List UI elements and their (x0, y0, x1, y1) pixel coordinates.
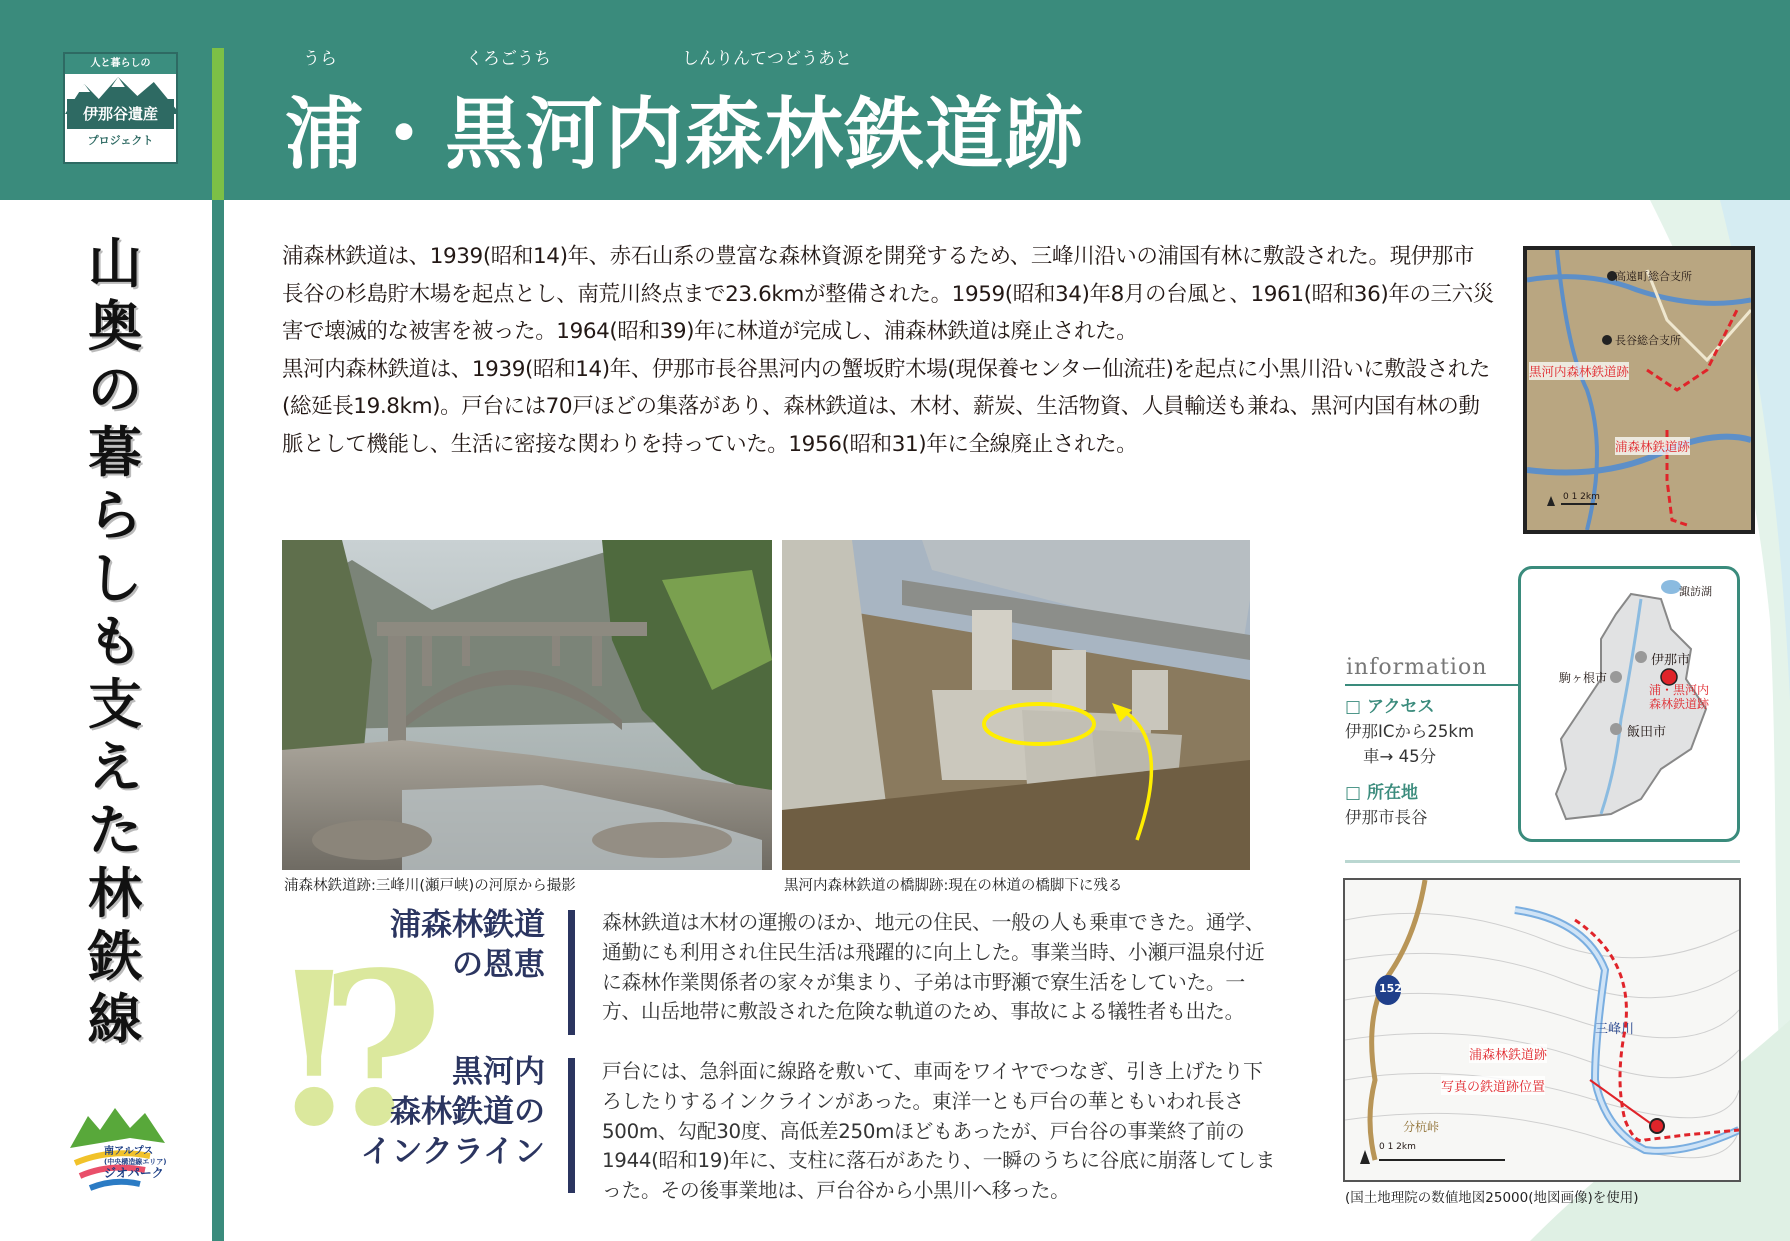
region-map-box (1518, 566, 1740, 842)
block2-title-line1: 黒河内 (452, 1054, 545, 1090)
map-label-suwa: 諏訪湖 (1679, 585, 1712, 598)
site-label-line1: 浦・黒河内 (1649, 683, 1710, 697)
map-top-scale: 0 1 2km (1563, 492, 1600, 502)
block2-title-line3: インクライン (360, 1134, 545, 1170)
vertical-subtitle: 山奥の暮らしも支えた林鉄線 (88, 231, 142, 1051)
contour-map (1345, 880, 1739, 1180)
photo-caption-ura: 浦森林鉄道跡:三峰川(瀬戸峡)の河原から撮影 (284, 878, 576, 894)
separator-line (1345, 860, 1740, 863)
furigana-shinrin: しんりんてつどうあと (682, 49, 852, 69)
block2-text: 戸台には、急斜面に線路を敷いて、車両をワイヤでつなぎ、引き上げたり下ろしたりするインクラインがあった。東洋一とも戸台の華ともいわれ長さ500m、勾配30度、高低差250mほどもあったが、戸台谷の事業終了前の1944(昭和19)年に、支柱に落石があたり、一瞬のうちに谷底に崩落してしまった。その後事業地は、戸台谷から小黒川へ移った。 (602, 1060, 1275, 1203)
geopark-logo (70, 1108, 190, 1203)
title-furigana (0, 44, 1000, 74)
information-title: information (1346, 655, 1488, 680)
map-label-hase: 長谷総合支所 (1615, 334, 1681, 347)
map-railway-position (1343, 878, 1741, 1182)
access-heading: □ アクセス (1345, 697, 1435, 717)
site-label-line2: 森林鉄道跡 (1649, 697, 1710, 711)
intro-paragraph-ura: 浦森林鉄道は、1939(昭和14)年、赤石山系の豊富な森林資源を開発するため、三峰川沿いの浦国有林に敷設された。現伊那市長谷の杉島貯木場を起点とし、南荒川終点まで23.6kmが整備された。1959(昭和34)年8月の台風と、1961(昭和36)年の三六災害で壊滅的な被害を被った。1964(昭和39)年に林道が完成し、浦森林鉄道は廃止された。 (282, 244, 1494, 344)
geopark-line2: (中央構造線エリア) (104, 1158, 167, 1166)
photo-caption-kurogouchi: 黒河内森林鉄道の橋脚跡:現在の林道の橋脚下に残る (784, 878, 1123, 894)
left-green-bar (212, 200, 224, 1241)
exclamation-question-decoration: !? (268, 926, 404, 1173)
map-credit: (国土地理院の数値地図25000(地図画像)を使用) (1345, 1190, 1639, 1206)
furigana-ura: うら (303, 49, 337, 69)
block2-bar (568, 1058, 575, 1193)
block2-title-line2: 森林鉄道の (390, 1094, 545, 1130)
map-label-kurogouchi: 黒河内森林鉄道跡 (1529, 364, 1630, 379)
intro-text (282, 238, 1494, 463)
block1-title-line2: の恩恵 (452, 947, 545, 983)
access-line1: 伊那ICから25km (1345, 722, 1475, 741)
bridge-pier-image (782, 540, 1250, 870)
location-heading: □ 所在地 (1345, 783, 1418, 803)
access-line2: 車→ 45分 (1363, 747, 1437, 766)
furigana-kurogouchi: くろごうち (466, 49, 551, 69)
intro-paragraph-kurogouchi: 黒河内森林鉄道は、1939(昭和14)年、伊那市長谷黒河内の蟹坂貯木場(現保養センター仙流荘)を起点に小黒川沿いに敷設された(総延長19.8km)。戸台には70戸ほどの集落があり、森林鉄道は、木材、薪炭、生活物資、人員輸送も兼ね、黒河内国有林の動脈として機能し、生活に密接な関わりを持っていた。1956(昭和31)年に全線廃止された。 (282, 356, 1490, 457)
geopark-text (104, 1146, 166, 1179)
page-title: 浦・黒河内森林鉄道跡 (285, 89, 1086, 180)
photo-kurogouchi-piers (782, 540, 1250, 870)
map-label-photo-position: 写真の鉄道跡位置 (1441, 1076, 1545, 1095)
map-area-detail (1523, 246, 1755, 534)
logo-top-text: 人と暮らしの (65, 54, 176, 74)
map-label-takato: 高遠町総合支所 (1615, 270, 1692, 283)
block-title-ura-benefit (340, 905, 545, 985)
arch-bridge-image (282, 540, 772, 870)
map-label-site (1649, 683, 1709, 711)
block-title-incline (330, 1052, 545, 1172)
geopark-line1: 南アルプス (104, 1146, 154, 1157)
logo-sub-text: プロジェクト (87, 134, 154, 147)
block1-bar (568, 910, 575, 1035)
map-label-komagane: 駒ヶ根市 (1559, 671, 1608, 685)
map-label-iida: 飯田市 (1627, 725, 1667, 740)
map-label-ura: 浦森林鉄道跡 (1615, 439, 1691, 454)
topographic-map (1527, 250, 1751, 530)
block1-title-line1: 浦森林鉄道 (390, 907, 545, 943)
map-bottom-scale: 0 1 2km (1379, 1142, 1416, 1152)
information-line (1345, 684, 1520, 686)
block1-text: 森林鉄道は木材の運搬のほか、地元の住民、一般の人も乗車できた。通学、通勤にも利用され住民生活は飛躍的に向上した。事業当時、小瀬戸温泉付近に森林作業関係者の家々が集まり、子弟は市野瀬で寮生活をしていた。一方、山岳地帯に敷設された危険な軌道のため、事故による犠牲者も出た。 (602, 911, 1265, 1024)
logo-main-text: 伊那谷遺産 (67, 99, 174, 129)
map-label-ina: 伊那市 (1651, 653, 1691, 668)
map-label-ura-railway: 浦森林鉄道跡 (1469, 1044, 1547, 1063)
geopark-line3: ジオパーク (104, 1166, 164, 1180)
location-value: 伊那市長谷 (1345, 808, 1428, 827)
route-152-badge: 152 (1379, 982, 1402, 995)
map-label-mibukawa: 三峰川 (1595, 1022, 1635, 1037)
map-label-bunguitouge: 分杭峠 (1403, 1120, 1440, 1134)
photo-ura-bridge (282, 540, 772, 870)
